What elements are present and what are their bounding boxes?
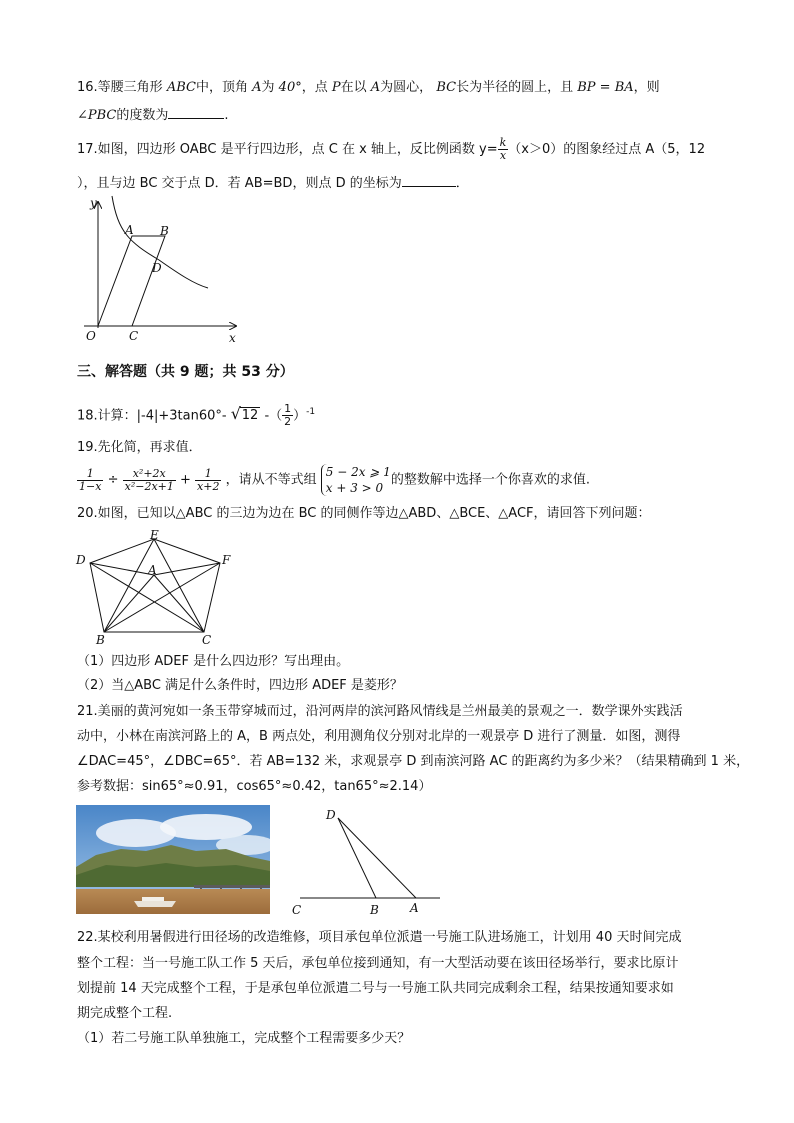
label-f: F (222, 553, 231, 567)
q22-line2: 整个工程：当一号施工队工作 5 天后，承包单位接到通知，有一大型活动要在该田径场举行，要求比原计 (77, 956, 679, 971)
parallelogram-oabc (98, 236, 165, 326)
label-x: x (229, 331, 236, 344)
label-b: B (96, 633, 105, 646)
label-c: C (129, 329, 139, 343)
q22-sub1: （1）若二号施工队单独施工，完成整个工程需要多少天？ (77, 1031, 411, 1046)
answer-blank (402, 172, 456, 187)
label-c: C (292, 903, 302, 917)
fraction-one-half: $\frac{1}{2}$ (284, 402, 292, 429)
q16-line2: ∠PBC的度数为 . (77, 104, 229, 126)
label-b: B (160, 224, 169, 238)
segment-db (338, 818, 376, 898)
q17-figure (74, 192, 244, 344)
q22-line1: 22.某校利用暑假进行田径场的改造维修，项目承包单位派遣一号施工队进场施工，计划用 40 天时间完成 (77, 930, 682, 945)
label-d: D (76, 553, 86, 567)
label-o: O (86, 329, 96, 343)
label-d: D (326, 808, 336, 822)
outer-pentagon (90, 539, 220, 632)
q21-line4: 参考数据：sin65°≈0.91，cos65°≈0.42，tan65°≈2.14） (77, 779, 432, 794)
segment-da (338, 818, 416, 898)
q21-figure (288, 804, 444, 920)
q16-line: 16.等腰三角形 ABC中，顶角 A为 40°，点 P在以 A为圆心， BC长为半径的圆上，且 BP = BA，则 (77, 80, 660, 95)
q20-text: 20.如图，已知以△ABC 的三边为边在 BC 的同侧作等边△ABD、△BCE、△ACF，请回答下列问题： (77, 506, 651, 521)
inequality-system: 5 − 2x ⩾ 1 x + 3 > 0 (321, 464, 391, 496)
q22-line3: 划提前 14 天完成整个工程，于是承包单位派遣二号与一号施工队共同完成剩余工程，结果按通知要求如 (77, 981, 674, 996)
section-title: 三、解答题（共 9 题；共 53 分） (77, 364, 294, 380)
label-y: y (90, 196, 97, 210)
label-a: A (410, 901, 419, 915)
q19-expression: $\frac{1}{1-x}$ ÷ $\frac{\text{x²+2x}}{\text{x²−2x+1}}$ + $\frac{1}{x+2}$ ，请从不等式组 5 − 2x ⩾ 1 x + 3 > 0 的整数解中选择一个你喜欢的求值. (79, 465, 590, 495)
q20-sub2: （2）当△ABC 满足什么条件时，四边形 ADEF 是菱形？ (77, 678, 403, 693)
label-e: E (150, 528, 159, 542)
sqrt-12: √ 12 (230, 404, 259, 424)
answer-blank (168, 104, 224, 119)
q17-line2: ），且与边 BC 交于点 D．若 AB=BD，则点 D 的坐标为 ． (77, 172, 469, 194)
q22-line4: 期完成整个工程. (77, 1006, 173, 1021)
label-c: C (202, 633, 212, 646)
q18-line: 18.计算：|-4|+3tan60°- √ 12 -（ $\frac{1}{2}$ ）$^{-1}$ (77, 402, 316, 429)
label-b: B (370, 903, 379, 917)
q21-line1: 21.美丽的黄河宛如一条玉带穿城而过，沿河两岸的滨河路风情线是兰州最美的景观之一．数学课外实践活 (77, 704, 683, 719)
q21-line3: ∠DAC=45°，∠DBC=65°．若 AB=132 米，求观景亭 D 到南滨河路 AC 的距离约为多少米？（结果精确到 1 米， (77, 754, 750, 769)
yellow-river-photo (76, 805, 270, 914)
label-d: D (152, 261, 162, 275)
label-a: A (125, 223, 134, 237)
q20-sub1: （1）四边形 ADEF 是什么四边形？写出理由。 (77, 654, 350, 669)
label-a: A (148, 563, 157, 577)
q21-line2: 动中，小林在南滨河路上的 A，B 两点处，利用测角仪分别对北岸的一观景亭 D 进行了测量．如图，测得 (77, 729, 681, 744)
q20-figure (74, 528, 244, 646)
q19-title: 19.先化简，再求值． (77, 440, 202, 455)
fraction-k-over-x: $\frac{k}{x}$ (499, 136, 507, 162)
q17-line1: 17.如图，四边形 OABC 是平行四边形，点 C 在 x 轴上，反比例函数 y= $\frac{k}{x}$ （x＞0）的图象经过点 A（5，12 (77, 136, 706, 162)
